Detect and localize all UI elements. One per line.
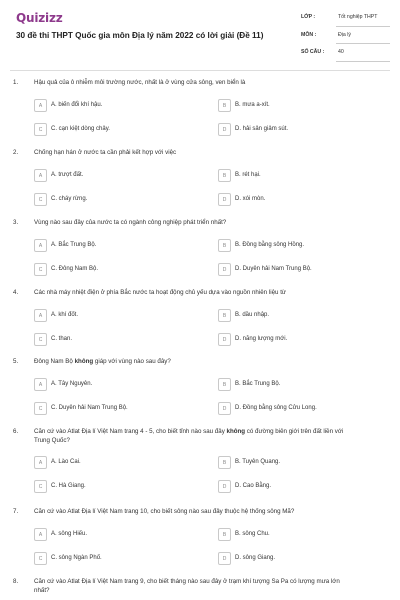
option-label: D. Cao Bằng.: [235, 483, 272, 489]
option-letter-box: D: [218, 402, 231, 415]
option-c[interactable]: [34, 263, 158, 276]
option-label: B. rét hại.: [235, 172, 261, 178]
option-a[interactable]: [34, 239, 158, 252]
option-label: A. trượt đất.: [51, 172, 84, 178]
option-letter-box: A: [34, 378, 47, 391]
option-letter-box: B: [218, 169, 231, 182]
option-label: B. mưa a-xít.: [235, 102, 270, 108]
option-label: A. sông Hiếu.: [51, 531, 88, 537]
question-number: 8.: [13, 578, 19, 585]
option-label: A. khí đốt.: [51, 312, 79, 318]
option-label: D. Duyên hải Nam Trung Bộ.: [235, 266, 312, 272]
document-title: 30 đề thi THPT Quốc gia môn Địa lý năm 2022 có lời giải (Đề 11): [16, 31, 264, 40]
option-a[interactable]: [34, 528, 158, 541]
option-a[interactable]: [34, 309, 158, 322]
option-letter-box: D: [218, 552, 231, 565]
option-letter-box: C: [34, 480, 47, 493]
option-letter-box: D: [218, 263, 231, 276]
option-c[interactable]: [34, 193, 158, 206]
option-letter-box: D: [218, 123, 231, 136]
question-number: 3.: [13, 219, 19, 226]
option-label: C. than.: [51, 336, 73, 342]
option-b[interactable]: [218, 169, 342, 182]
option-b[interactable]: [218, 99, 342, 112]
header-divider: [10, 70, 390, 71]
option-label: D. hải sản giảm sút.: [235, 126, 289, 132]
option-d[interactable]: [218, 263, 342, 276]
meta-key: SỐ CÂU :: [301, 49, 325, 55]
option-letter-box: C: [34, 333, 47, 346]
option-label: A. Tây Nguyên.: [51, 381, 93, 387]
meta-value: 40: [338, 49, 344, 55]
option-b[interactable]: [218, 528, 342, 541]
option-label: D. Đồng bằng sông Cửu Long.: [235, 405, 317, 411]
option-b[interactable]: [218, 456, 342, 469]
option-label: B. Bắc Trung Bộ.: [235, 381, 281, 387]
quizizz-logo: Quizizz: [16, 11, 63, 25]
option-label: D. sông Giang.: [235, 555, 276, 561]
option-letter-box: C: [34, 552, 47, 565]
question-number: 4.: [13, 289, 19, 296]
option-letter-box: A: [34, 456, 47, 469]
meta-row-count: [298, 46, 390, 64]
option-letter-box: D: [218, 480, 231, 493]
meta-value: Tốt nghiệp THPT: [338, 14, 378, 20]
meta-key: LỚP :: [301, 14, 316, 20]
option-label: A. Bắc Trung Bộ.: [51, 242, 97, 248]
option-letter-box: B: [218, 378, 231, 391]
page-header: [0, 0, 400, 70]
option-letter-box: C: [34, 193, 47, 206]
option-label: A. Lào Cai.: [51, 459, 81, 465]
meta-row-subject: [298, 29, 390, 47]
option-letter-box: D: [218, 333, 231, 346]
question-number: 6.: [13, 428, 19, 435]
option-c[interactable]: [34, 480, 158, 493]
question-text: Hậu quả của ô nhiễm môi trường nước, nhất là ở vùng cửa sông, ven biển là: [34, 79, 246, 86]
question-text-part: Đông Nam Bộ: [34, 358, 75, 365]
option-a[interactable]: [34, 99, 158, 112]
option-letter-box: C: [34, 263, 47, 276]
meta-table: [298, 11, 390, 64]
option-b[interactable]: [218, 309, 342, 322]
option-letter-box: B: [218, 99, 231, 112]
option-label: B. dầu nhập.: [235, 312, 270, 318]
option-a[interactable]: [34, 378, 158, 391]
option-d[interactable]: [218, 193, 342, 206]
option-letter-box: A: [34, 309, 47, 322]
option-letter-box: B: [218, 456, 231, 469]
option-letter-box: C: [34, 123, 47, 136]
option-label: D. năng lượng mới.: [235, 336, 288, 342]
option-letter-box: A: [34, 99, 47, 112]
option-letter-box: B: [218, 309, 231, 322]
option-c[interactable]: [34, 402, 158, 415]
option-c[interactable]: [34, 123, 158, 136]
option-d[interactable]: [218, 480, 342, 493]
question-text: Các nhà máy nhiệt điện ở phía Bắc nước ta hoạt động chủ yếu dựa vào nguồn nhiên liệu từ: [34, 289, 287, 296]
meta-underline: [336, 26, 390, 27]
question-text: Căn cứ vào Atlat Địa lí Việt Nam trang 9, cho biết tháng nào sau đây ở trạm khí tượng Sa Pa có lượng mưa lớn nhất?: [34, 578, 340, 594]
question-text-part: có đường biên giới trên đất liền với Trung Quốc?: [34, 428, 344, 444]
question-text-emphasis: không: [74, 358, 94, 365]
option-letter-box: A: [34, 169, 47, 182]
option-letter-box: B: [218, 239, 231, 252]
option-b[interactable]: [218, 378, 342, 391]
option-label: C. Hà Giang.: [51, 483, 86, 489]
option-letter-box: D: [218, 193, 231, 206]
question-number: 1.: [13, 79, 19, 86]
option-label: C. Duyên hải Nam Trung Bộ.: [51, 405, 128, 411]
option-label: C. cạn kiệt dòng chảy.: [51, 126, 110, 132]
meta-underline: [336, 43, 390, 44]
question-text: Vùng nào sau đây của nước ta có ngành công nghiệp phát triển nhất?: [34, 219, 227, 226]
question-text-emphasis: không: [226, 428, 246, 435]
meta-key: MÔN :: [301, 31, 317, 38]
option-letter-box: A: [34, 239, 47, 252]
option-c[interactable]: [34, 333, 158, 346]
question-number: 5.: [13, 358, 19, 365]
option-b[interactable]: [218, 239, 342, 252]
option-label: C. cháy rừng.: [51, 196, 88, 202]
question-number: 2.: [13, 149, 19, 156]
option-d[interactable]: [218, 123, 342, 136]
meta-row-class: [298, 11, 390, 29]
option-label: C. sông Ngàn Phố.: [51, 555, 102, 561]
question-text: Chống hạn hán ở nước ta cần phải kết hợp với việc: [34, 149, 177, 156]
option-label: D. xói mòn.: [235, 196, 266, 202]
question-text: [34, 358, 354, 367]
question-text: [34, 428, 354, 445]
question-number: 7.: [13, 508, 19, 515]
question-text-part: giáp với vùng nào sau đây?: [93, 358, 171, 365]
option-d[interactable]: [218, 402, 342, 415]
option-letter-box: C: [34, 402, 47, 415]
option-d[interactable]: [218, 552, 342, 565]
option-a[interactable]: [34, 169, 158, 182]
option-a[interactable]: [34, 456, 158, 469]
option-label: B. Đồng bằng sông Hồng.: [235, 242, 305, 248]
option-letter-box: B: [218, 528, 231, 541]
meta-underline: [336, 61, 390, 62]
option-label: B. Tuyên Quang.: [235, 459, 281, 465]
meta-value: Địa lý: [338, 31, 351, 38]
option-label: B. sông Chu.: [235, 531, 270, 537]
question-text: Căn cứ vào Atlat Địa lí Việt Nam trang 10, cho biết sông nào sau đây thuộc hệ thống sông Mã?: [34, 508, 295, 515]
option-label: A. biến đổi khí hậu.: [51, 102, 103, 108]
option-c[interactable]: [34, 552, 158, 565]
option-label: C. Đông Nam Bộ.: [51, 266, 99, 272]
question-text-part: Căn cứ vào Atlat Địa lí Việt Nam trang 4 - 5, cho biết tỉnh nào sau đây: [34, 428, 227, 435]
option-d[interactable]: [218, 333, 342, 346]
option-letter-box: A: [34, 528, 47, 541]
